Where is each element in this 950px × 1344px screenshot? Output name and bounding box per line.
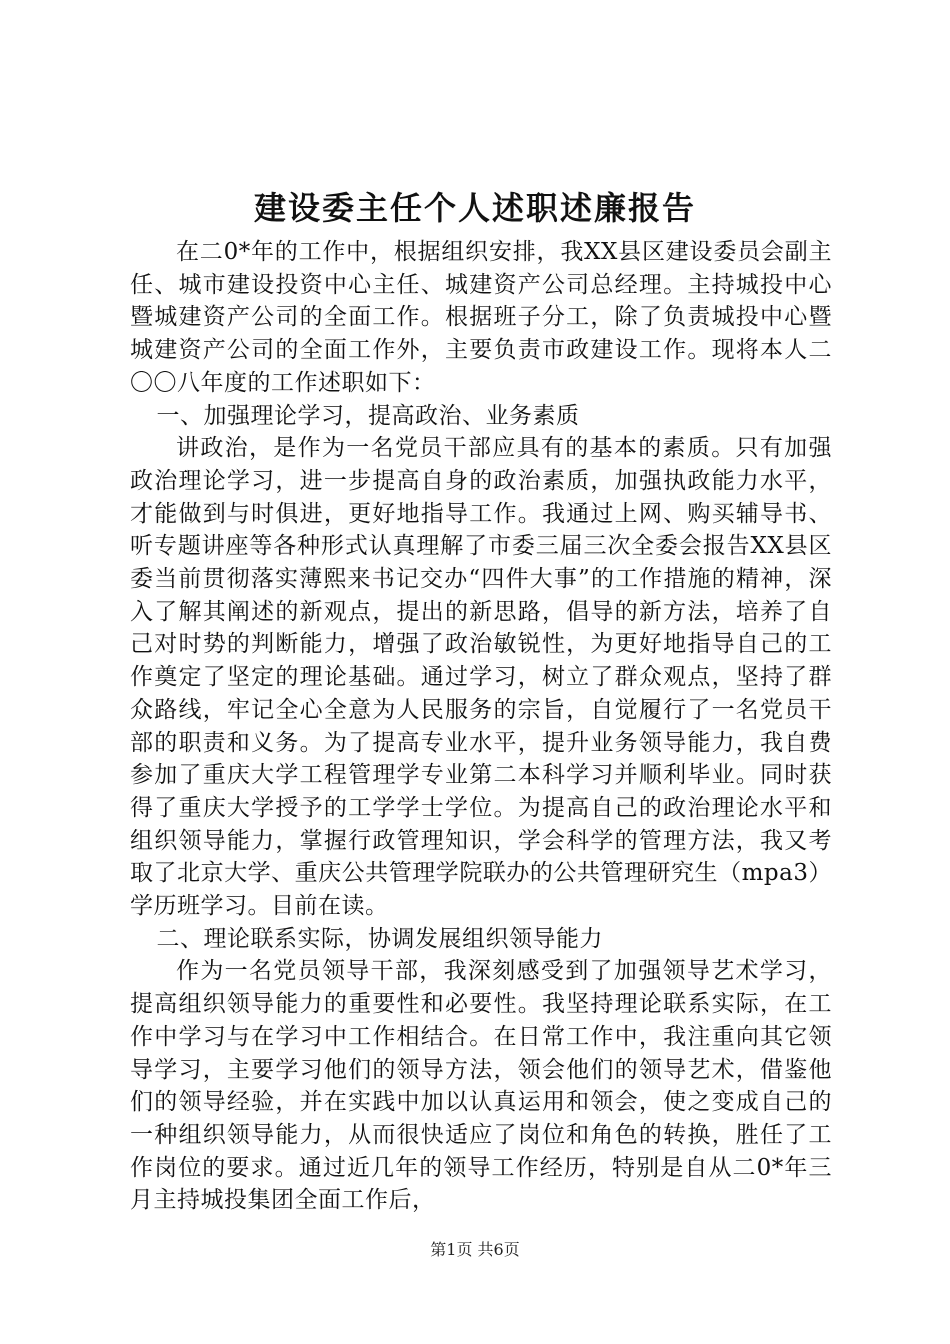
intro-paragraph: 在二0*年的工作中，根据组织安排，我XX县区建设委员会副主任、城市建设投资中心主任、城建资产公司总经理。主持城投中心暨城建资产公司的全面工作。根据班子分工，除了负责城投中心暨城建资产公司的全面工作外，主要负责市政建设工作。现将本人二〇〇八年度的工作述职如下：	[130, 239, 832, 396]
document-title: 建设委主任个人述职述廉报告	[253, 189, 696, 227]
page-number-footer: 第1页 共6页	[430, 1240, 520, 1259]
section-heading-1: 一、加强理论学习，提高政治、业务素质	[156, 402, 580, 429]
section-2-paragraph: 作为一名党员领导干部，我深刻感受到了加强领导艺术学习，提高组织领导能力的重要性和必要性。我坚持理论联系实际，在工作中学习与在学习中工作相结合。在日常工作中，我注重向其它领导学习，主要学习他们的领导方法，领会他们的领导艺术，借鉴他们的领导经验，并在实践中加以认真运用和领会，使之变成自己的一种组织领导能力，从而很快适应了岗位和角色的转换，胜任了工作岗位的要求。通过近几年的领导工作经历，特别是自从二0*年三月主持城投集团全面工作后，	[130, 958, 832, 1214]
section-1-paragraph: 讲政治，是作为一名党员干部应具有的基本的素质。只有加强政治理论学习，进一步提高自身的政治素质，加强执政能力水平，才能做到与时俱进，更好地指导工作。我通过上网、购买辅导书、听专题讲座等各种形式认真理解了市委三届三次全委会报告XX县区委当前贯彻落实薄熙来书记交办“四件大事”的工作措施的精神，深入了解其阐述的新观点，提出的新思路，倡导的新方法，培养了自己对时势的判断能力，增强了政治敏锐性，为更好地指导自己的工作奠定了坚定的理论基础。通过学习，树立了群众观点，坚持了群众路线，牢记全心全意为人民服务的宗旨，自觉履行了一名党员干部的职责和义务。为了提高专业水平，提升业务领导能力，我自费参加了重庆大学工程管理学专业第二本科学习并顺利毕业。同时获得了重庆大学授予的工学学士学位。为提高自己的政治理论水平和组织领导能力，掌握行政管理知识，学会科学的管理方法，我又考取了北京大学、重庆公共管理学院联办的公共管理研究生（mpa3）学历班学习。目前在读。	[130, 435, 832, 920]
section-heading-2: 二、理论联系实际，协调发展组织领导能力	[156, 925, 603, 952]
document-body	[130, 236, 832, 1217]
